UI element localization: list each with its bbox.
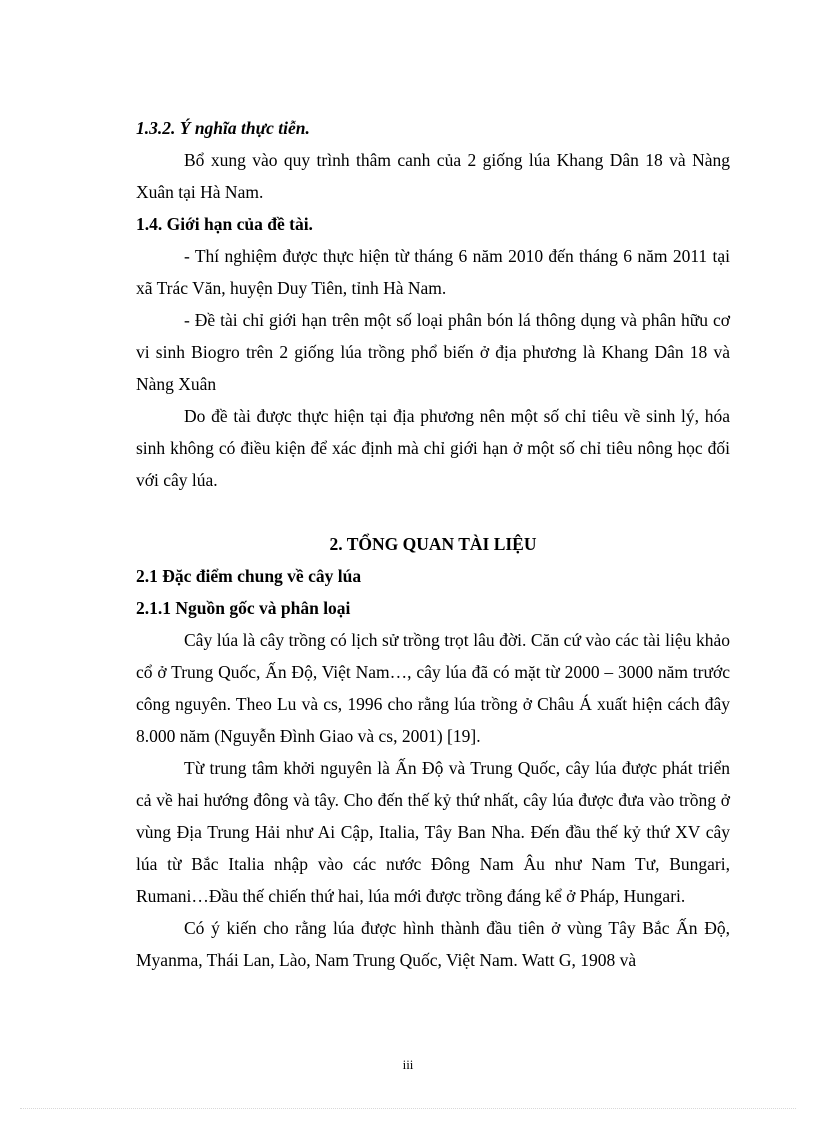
paragraph: - Đề tài chỉ giới hạn trên một số loại phân bón lá thông dụng và phân hữu cơ vi sinh Biogro trên 2 giống lúa trồng phổ biến ở địa phương là Khang Dân 18 và Nàng Xuân: [136, 310, 730, 394]
page-bottom-divider: [20, 1108, 796, 1109]
chapter-title: 2. TỔNG QUAN TÀI LIỆU: [329, 534, 537, 554]
section-heading-2-1: 2.1 Đặc điểm chung về cây lúa: [136, 566, 362, 586]
page-body: [136, 112, 730, 976]
paragraph: Bổ xung vào quy trình thâm canh của 2 giống lúa Khang Dân 18 và Nàng Xuân tại Hà Nam.: [136, 150, 730, 202]
section-heading-2-1-1: 2.1.1 Nguồn gốc và phân loại: [136, 598, 351, 618]
page-number: iii: [402, 1057, 414, 1072]
paragraph: - Thí nghiệm được thực hiện từ tháng 6 năm 2010 đến tháng 6 năm 2011 tại xã Trác Văn, huyện Duy Tiên, tỉnh Hà Nam.: [136, 246, 730, 298]
paragraph: Có ý kiến cho rằng lúa được hình thành đầu tiên ở vùng Tây Bắc Ấn Độ, Myanma, Thái Lan, Lào, Nam Trung Quốc, Việt Nam. Watt G, 1908 và: [136, 918, 730, 970]
section-heading-1-4: 1.4. Giới hạn của đề tài.: [136, 214, 313, 234]
paragraph: Từ trung tâm khởi nguyên là Ấn Độ và Trung Quốc, cây lúa được phát triển cả về hai hướng đông và tây. Cho đến thế kỷ thứ nhất, cây lúa được đưa vào trồng ở vùng Địa Trung Hải như Ai Cập, Italia, Tây Ban Nha. Đến đầu thế kỷ thứ XV cây lúa từ Bắc Italia nhập vào các nước Đông Nam Âu như Nam Tư, Bungari, Rumani…Đầu thế chiến thứ hai, lúa mới được trồng đáng kể ở Pháp, Hungari.: [136, 758, 730, 906]
section-heading-1-3-2: 1.3.2. Ý nghĩa thực tiễn.: [136, 118, 310, 138]
spacer: [136, 496, 730, 528]
paragraph: Do đề tài được thực hiện tại địa phương nên một số chỉ tiêu về sinh lý, hóa sinh không có điều kiện để xác định mà chỉ giới hạn ở một số chỉ tiêu nông học đối với cây lúa.: [136, 406, 730, 490]
paragraph: Cây lúa là cây trồng có lịch sử trồng trọt lâu đời. Căn cứ vào các tài liệu khảo cổ ở Trung Quốc, Ấn Độ, Việt Nam…, cây lúa đã có mặt từ 2000 – 3000 năm trước công nguyên. Theo Lu và cs, 1996 cho rằng lúa trồng ở Châu Á xuất hiện cách đây 8.000 năm (Nguyễn Đình Giao và cs, 2001) [19].: [136, 630, 730, 746]
